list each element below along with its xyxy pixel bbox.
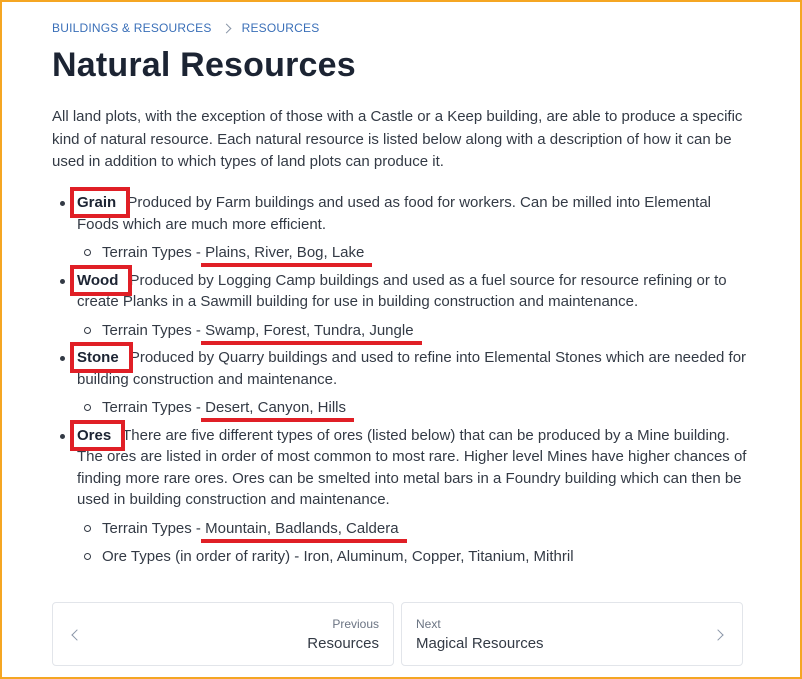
terrain-list: Swamp, Forest, Tundra, Jungle (205, 321, 414, 339)
terrain-prefix: Terrain Types - (102, 399, 206, 416)
breadcrumb-link-buildings-resources[interactable]: BUILDINGS & RESOURCES (52, 21, 212, 35)
ore-types-item: Ore Types (in order of rarity) - Iron, Aluminum, Copper, Titanium, Mithril (77, 546, 752, 568)
terrain-prefix: Terrain Types - (102, 519, 206, 537)
terrain-types-item (77, 320, 752, 342)
previous-page-button[interactable] (52, 602, 394, 666)
next-label: Next (416, 617, 441, 631)
resource-description: There are five different types of ores (listed below) that can be produced by a Mine building. The ores are listed in order of most common to most rare. Higher level Mines have higher chances of finding more rare ores. Ores can be smelted into metal bars in a Foundry building which can then be used in building construction and maintenance. (77, 426, 747, 508)
terrain-types-item (77, 397, 752, 419)
chevron-right-icon (712, 629, 723, 640)
resource-description: Produced by Farm buildings and used as food for workers. Can be milled into Elemental Foods which are much more efficient. (77, 194, 711, 233)
resource-name: Grain (77, 194, 123, 211)
resource-description: Produced by Quarry buildings and used to refine into Elemental Stones which are needed for building construction and maintenance. (77, 349, 747, 388)
chevron-left-icon (71, 629, 82, 640)
resource-name: Ores (77, 427, 118, 444)
terrain-types-item (77, 242, 752, 264)
terrain-list: Desert, Canyon, Hills (205, 399, 346, 416)
terrain-prefix: Terrain Types - (102, 321, 206, 339)
next-page-title: Magical Resources (416, 635, 544, 652)
resource-list (52, 192, 752, 574)
resource-description: Produced by Logging Camp buildings and used as a fuel source for resource refining or to create Planks in a Sawmill building for use in building construction and maintenance. (77, 271, 727, 310)
terrain-list: Plains, River, Bog, Lake (205, 244, 365, 261)
resource-item-ores (52, 425, 752, 568)
terrain-types-item (77, 518, 752, 540)
previous-label: Previous (332, 617, 379, 631)
intro-paragraph: All land plots, with the exception of those with a Castle or a Keep building, are able to produce a specific kind of natural resource. Each natural resource is listed below along with a description of how it can be used in addition to which types of land plots can produce it. (52, 108, 743, 170)
resource-name: Stone (77, 349, 126, 366)
resource-item-wood (52, 270, 752, 342)
previous-page-title: Resources (307, 635, 379, 652)
terrain-prefix: Terrain Types - (102, 244, 206, 261)
next-page-button[interactable] (401, 602, 743, 666)
chevron-right-icon (221, 23, 231, 33)
breadcrumb (52, 21, 319, 35)
terrain-list: Mountain, Badlands, Caldera (205, 519, 399, 537)
resource-item-stone (52, 347, 752, 419)
page-title: Natural Resources (52, 46, 356, 84)
resource-item-grain (52, 192, 752, 264)
resource-name: Wood (77, 272, 125, 289)
breadcrumb-link-resources[interactable]: RESOURCES (241, 21, 320, 35)
